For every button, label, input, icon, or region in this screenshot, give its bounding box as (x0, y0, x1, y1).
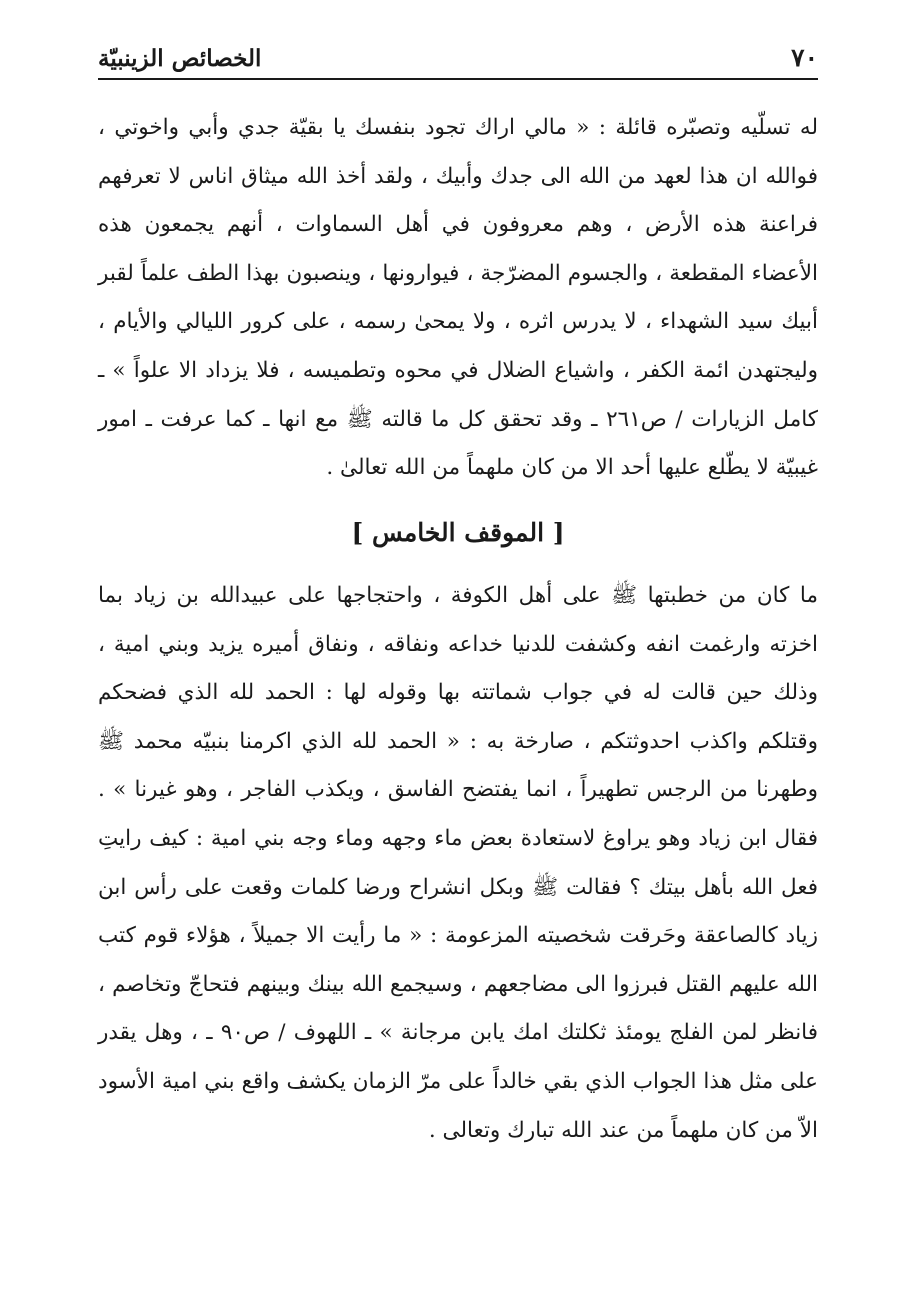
running-title: الخصائص الزينبيّة (98, 45, 262, 72)
header-rule (98, 78, 818, 80)
section-heading: [ الموقف الخامس ] (351, 518, 565, 547)
body-paragraph: ما كان من خطبتها ﷺ على أهل الكوفة ، واحتجاجها على عبيدالله بن زياد بما اخزته وارغمت انفه وكشفت للدنيا خداعه ونفاقه ، ونفاق أميره يزيد وبني امية ، وذلك حين قالت له في جواب شماتته بها وقوله لها : الحمد لله الذي فضحكم وقتلكم واكذب احدوثتكم ، صارخة به : « الحمد لله الذي اكرمنا بنبيّه محمد ﷺ وطهرنا من الرجس تطهيراً ، انما يفتضح الفاسق ، ويكذب الفاجر ، وهو غيرنا » . فقال ابن زياد وهو يراوغ لاستعادة بعض ماء وجهه وماء وجه بني امية : كيف رايتِ فعل الله بأهل بيتك ؟ فقالت ﷺ وبكل انشراح ورضا كلمات وقعت على رأس ابن زياد كالصاعقة وحَرقت شخصيته المزعومة : « ما رأيت الا جميلاً ، هؤلاء قوم كتب الله عليهم القتل فبرزوا الى مضاجعهم ، وسيجمع الله بينك وبينهم فتحاجّ وتخاصم ، فانظر لمن الفلج يومئذ ثكلتك امك يابن مرجانة » ـ اللهوف / ص٩٠ ـ ، وهل يقدر على مثل هذا الجواب الذي بقي خالداً على مرّ الزمان يكشف واقع بني امية الأسود الاّ من كان ملهماً من عند الله تبارك وتعالى . (98, 583, 819, 1143)
body-paragraph: له تسلّيه وتصبّره قائلة : « مالي اراك تجود بنفسك يا بقيّة جدي وأبي واخوتي ، فوالله ان هذا لعهد من الله الى جدك وأبيك ، ولقد أخذ الله ميثاق اناس لا تعرفهم فراعنة هذه الأرض ، وهم معروفون في أهل السماوات ، أنهم يجمعون هذه الأعضاء المقطعة ، والجسوم المضرّجة ، فيوارونها ، وينصبون بهذا الطف علماً لقبر أبيك سيد الشهداء ، لا يدرس اثره ، ولا يمحىٰ رسمه ، على كرور الليالي والأيام ، وليجتهدن ائمة الكفر ، واشياع الضلال في محوه وتطميسه ، فلا يزداد الا علواً » ـ كامل الزيارات / ص٢٦١ ـ وقد تحقق كل ما قالته ﷺ مع انها ـ كما عرفت ـ امور غيبيّة لا يطّلع عليها أحد الا من كان ملهماً من الله تعالىٰ . (98, 115, 819, 481)
page-header (98, 30, 818, 72)
page-number: ٧٠ (791, 43, 818, 72)
